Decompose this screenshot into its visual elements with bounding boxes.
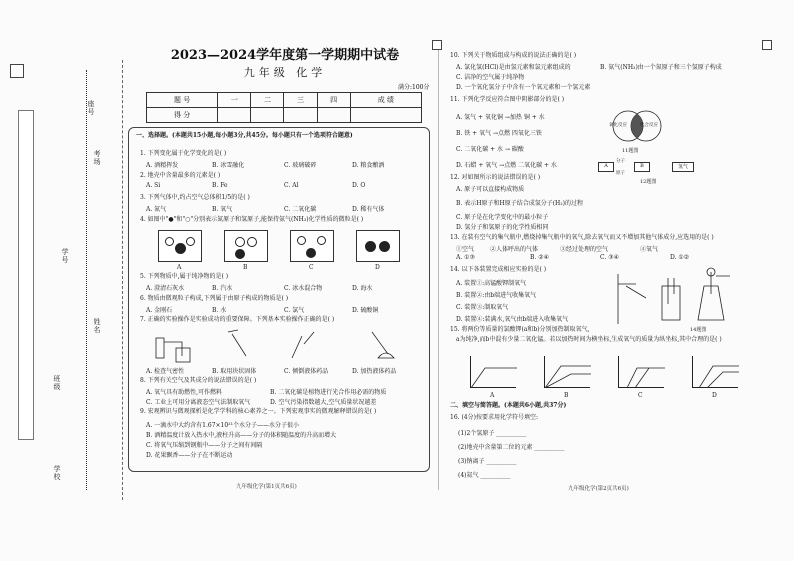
test-tube-heated bbox=[372, 332, 388, 354]
q12-option-d[interactable]: D. 氢分子和氢原子的化学性质相同 bbox=[456, 224, 549, 231]
q9-option-a[interactable]: A. 一滴水中大约含有1.67×10²¹个水分子——水分子很小 bbox=[146, 422, 299, 429]
school-label: 学校 bbox=[53, 465, 61, 481]
q12-box-b: B bbox=[634, 162, 650, 172]
q11-option-c[interactable]: C. 二氧化碳 + 水 → 碳酸 bbox=[456, 146, 524, 153]
q2-option-c[interactable]: C. Al bbox=[284, 182, 299, 189]
q3-option-a[interactable]: A. 氮气 bbox=[146, 206, 167, 213]
q15-curve-b bbox=[545, 356, 591, 388]
question-14: 14. 以下各装置完成相应实验的是( ) bbox=[450, 266, 547, 273]
score-input[interactable] bbox=[350, 108, 421, 123]
fold-line bbox=[122, 60, 123, 500]
q11-option-d[interactable]: D. 石蜡 + 氧气 →点燃 二氧化碳 + 水 bbox=[456, 162, 557, 169]
binding-margin bbox=[0, 0, 128, 561]
score-header-row bbox=[147, 93, 422, 108]
q4-option-b[interactable]: B bbox=[243, 264, 248, 271]
q13-option-c[interactable]: C. ③④ bbox=[600, 254, 619, 261]
full-score: 满分:100分 bbox=[398, 84, 430, 91]
q13-item-3: ③经过处理的空气 bbox=[560, 246, 609, 253]
q4-option-a[interactable]: A bbox=[177, 264, 182, 271]
q7-option-d[interactable]: D. 加热液体药品 bbox=[352, 368, 397, 375]
n-atom bbox=[235, 249, 245, 259]
q14-apparatus-figure bbox=[612, 264, 752, 330]
score-cell: 二 bbox=[251, 93, 284, 108]
test-tube bbox=[156, 338, 164, 358]
q15-graph-a bbox=[470, 356, 516, 388]
q16-item-4[interactable]: (4)氦气 __________ bbox=[458, 472, 511, 479]
alcohol-lamp bbox=[378, 353, 394, 358]
question-13: 13. 在装有空气的集气瓶中,燃烧掉集气瓶中的氧气,除去氧气而又不增加其他气体成分,应选用的是( ) bbox=[450, 234, 714, 241]
q12-option-b[interactable]: B. 表示H原子和H原子结合成氢分子(H₂)的过程 bbox=[456, 200, 584, 207]
corner-mark bbox=[10, 64, 24, 78]
q4-figure-d bbox=[356, 230, 400, 262]
test-tube bbox=[292, 336, 302, 358]
q6-option-a[interactable]: A. 金刚石 bbox=[146, 307, 173, 314]
q14-option-c[interactable]: C. 装置③:制取氧气 bbox=[456, 304, 509, 311]
score-value-row bbox=[147, 108, 422, 123]
venn-label-combination: 化合反应 bbox=[640, 123, 658, 128]
section2-heading: 二、填空与简答题。(本题共6小题,共37分) bbox=[450, 402, 567, 409]
q15-graph-b bbox=[544, 356, 590, 388]
q12-caption: 12题图 bbox=[640, 179, 657, 185]
score-input[interactable] bbox=[317, 108, 350, 123]
q14-option-a[interactable]: A. 装置①:高锰酸钾制氧气 bbox=[456, 280, 527, 287]
q13-option-d[interactable]: D. ①② bbox=[670, 254, 690, 261]
q3-option-d[interactable]: D. 稀有气体 bbox=[352, 206, 385, 213]
q10-option-a[interactable]: A. 氯化氢(HCl)是由氢元素和氯元素组成的 bbox=[456, 64, 571, 71]
question-4: 4. 如图中"●"和"○"分别表示氮原子和氢原子,能保持氨气(NH₃)化学性质的微粒是( ) bbox=[140, 216, 364, 223]
score-cell: 成 绩 bbox=[350, 93, 421, 108]
q9-option-c[interactable]: C. 将氧气压缩到钢瓶中——分子之间有间隔 bbox=[146, 442, 263, 449]
q3-option-c[interactable]: C. 二氧化碳 bbox=[284, 206, 317, 213]
corner-mark bbox=[762, 40, 772, 50]
gas-tubes bbox=[668, 278, 674, 304]
q10-option-c[interactable]: C. 洁净的空气属于纯净物 bbox=[456, 74, 525, 81]
q6-option-d[interactable]: D. 硫酸铜 bbox=[352, 307, 379, 314]
q12-option-c[interactable]: C. 原子是在化学变化中的最小粒子 bbox=[456, 214, 549, 221]
q4-option-d[interactable]: D bbox=[375, 264, 380, 271]
q15-option-a[interactable]: A bbox=[490, 392, 495, 399]
n-atom bbox=[365, 241, 376, 252]
q8-option-b[interactable]: B. 二氧化碳是植物进行光合作用必需的物质 bbox=[270, 389, 387, 396]
question-8: 8. 下列有关空气及其成分的说法错误的是( ) bbox=[140, 377, 257, 384]
seal-line bbox=[86, 70, 87, 490]
info-box bbox=[18, 110, 34, 440]
q7-option-c[interactable]: C. 倾倒液体药品 bbox=[284, 368, 329, 375]
reagent-bottle bbox=[304, 332, 314, 344]
question-2: 2. 地壳中含量最多的元素是( ) bbox=[140, 172, 221, 179]
score-input[interactable] bbox=[251, 108, 284, 123]
q11-caption: 11题图 bbox=[622, 148, 639, 154]
q10-option-d[interactable]: D. 一个氧化氢分子中含有一个氧元素和一个氢元素 bbox=[456, 84, 591, 91]
q12-arrow-label-atom: 原子 bbox=[616, 171, 625, 176]
h-atom bbox=[247, 237, 257, 247]
page-divider bbox=[438, 40, 439, 490]
question-12: 12. 对如图所示的说法错误的是( ) bbox=[450, 174, 541, 181]
question-10: 10. 下列关于物质组成与构成的说法正确的是( ) bbox=[450, 52, 577, 59]
q1-option-a[interactable]: A. 酒精挥发 bbox=[146, 162, 179, 169]
q15-curve-d bbox=[693, 356, 739, 388]
footer-right: 九年级化学(第2页共6页) bbox=[568, 486, 629, 492]
score-input[interactable] bbox=[284, 108, 317, 123]
h-atom bbox=[186, 237, 195, 246]
q2-option-b[interactable]: B. Fe bbox=[212, 182, 228, 189]
q15-option-b[interactable]: B bbox=[564, 392, 569, 399]
q9-option-d[interactable]: D. 花果飘香——分子在不断运动 bbox=[146, 452, 233, 459]
test-tube-tilted bbox=[232, 334, 246, 356]
score-table bbox=[146, 92, 422, 123]
q5-option-c[interactable]: C. 冰水混合物 bbox=[284, 285, 323, 292]
score-cell: 三 bbox=[284, 93, 317, 108]
q15-graph-c bbox=[618, 356, 664, 388]
q11-option-b[interactable]: B. 铁 + 氧气 →点燃 四氧化三铁 bbox=[456, 130, 542, 137]
q7-apparatus-figure bbox=[142, 326, 412, 366]
question-15: 15. 将两份等质量的氯酸钾(a和b)分别加热制取氧气, bbox=[450, 326, 590, 333]
question-16: 16. (4分)按要求用化学符号填空: bbox=[450, 414, 538, 421]
n-atom bbox=[379, 241, 390, 252]
q15-text: a为纯净,而b中混有少量二氧化锰。若以加热时间为横坐标,生成氧气的质量为纵坐标,其中合理的是( ) bbox=[456, 336, 722, 343]
q11-option-a[interactable]: A. 氢气 + 氧化铜 →加热 铜 + 水 bbox=[456, 114, 545, 121]
q14-caption: 14题图 bbox=[690, 327, 707, 333]
q16-item-3[interactable]: (3)钠离子 __________ bbox=[458, 458, 517, 465]
question-7: 7. 正确的实验操作是实验成功的重要保障。下列基本实验操作正确的是( ) bbox=[140, 316, 335, 323]
score-cell: 得 分 bbox=[147, 108, 218, 123]
score-cell: 一 bbox=[218, 93, 251, 108]
seat-label: 座号 bbox=[87, 100, 95, 116]
score-cell: 题 号 bbox=[147, 93, 218, 108]
beaker bbox=[176, 348, 190, 362]
h-atom bbox=[165, 237, 174, 246]
q1-option-b[interactable]: B. 冰雪融化 bbox=[212, 162, 245, 169]
q3-option-b[interactable]: B. 氧气 bbox=[212, 206, 233, 213]
h-atom bbox=[297, 236, 306, 245]
student-number-label: 学号 bbox=[61, 248, 69, 264]
q6-option-c[interactable]: C. 氯气 bbox=[284, 307, 305, 314]
room-label: 考场 bbox=[93, 150, 101, 166]
q9-option-b[interactable]: B. 酒精温度计放入热水中,液柱升高——分子的体积随温度的升高而增大 bbox=[146, 432, 337, 439]
corner-mark bbox=[432, 40, 442, 50]
q12-option-a[interactable]: A. 原子可以直接构成物质 bbox=[456, 186, 525, 193]
venn-label-oxidation: 氧化反应 bbox=[609, 123, 627, 128]
q4-figure-a bbox=[158, 230, 202, 262]
q1-option-c[interactable]: C. 玻璃破碎 bbox=[284, 162, 317, 169]
question-11: 11. 下列化学反应符合图中阴影部分的是( ) bbox=[450, 96, 565, 103]
q13-item-1: ①空气 bbox=[456, 246, 475, 253]
score-cell: 四 bbox=[317, 93, 350, 108]
q2-option-d[interactable]: D. O bbox=[352, 182, 366, 189]
q2-option-a[interactable]: A. Si bbox=[146, 182, 161, 189]
q15-option-d[interactable]: D bbox=[712, 392, 717, 399]
h-atom bbox=[317, 236, 326, 245]
q15-option-c[interactable]: C bbox=[638, 392, 643, 399]
q5-option-d[interactable]: D. 海水 bbox=[352, 285, 373, 292]
q13-option-b[interactable]: B. ②④ bbox=[530, 254, 549, 261]
n-atom bbox=[175, 243, 186, 254]
h-atom bbox=[235, 237, 245, 247]
question-1: 1. 下列变化属于化学变化的是( ) bbox=[140, 150, 227, 157]
q4-option-c[interactable]: C bbox=[309, 264, 314, 271]
exam-subtitle: 九年级 化学 bbox=[243, 66, 327, 79]
q13-option-a[interactable]: A. ①③ bbox=[456, 254, 475, 261]
q6-option-b[interactable]: B. 水 bbox=[212, 307, 227, 314]
q12-box-a: A bbox=[598, 162, 614, 172]
q8-option-a[interactable]: A. 氧气具有助燃性,可作燃料 bbox=[146, 389, 223, 396]
class-label: 班级 bbox=[53, 375, 61, 391]
q15-curve-c bbox=[619, 356, 665, 388]
question-5: 5. 下列物质中,属于纯净物的是( ) bbox=[140, 273, 229, 280]
q14-option-b[interactable]: B. 装置②:由b端进气收集氧气 bbox=[456, 292, 537, 299]
exam-title: 2023—2024学年度第一学期期中试卷 bbox=[170, 48, 400, 63]
q15-graph-d bbox=[692, 356, 738, 388]
q1-option-d[interactable]: D. 粮食酿酒 bbox=[352, 162, 385, 169]
q8-option-c[interactable]: C. 工业上可用分离液态空气法制取氧气 bbox=[146, 399, 251, 406]
tongs bbox=[228, 330, 238, 332]
score-input[interactable] bbox=[218, 108, 251, 123]
question-6: 6. 物质由微观粒子构成,下列属于由原子构成的物质是( ) bbox=[140, 295, 289, 302]
delivery-tube bbox=[164, 342, 182, 356]
q8-option-d[interactable]: D. 空气污染指数越大,空气质量状况越差 bbox=[270, 399, 377, 406]
question-9: 9. 宏观辨识与微观探析是化学学科的核心素养之一。下列宏观事实的微观解释错误的是( ) bbox=[140, 408, 377, 415]
q16-item-1[interactable]: (1)2个氢原子 __________ bbox=[458, 430, 527, 437]
test-tube bbox=[626, 286, 646, 298]
q7-option-a[interactable]: A. 检查气密性 bbox=[146, 368, 185, 375]
n-atom bbox=[306, 248, 316, 258]
q13-item-4: ④氧气 bbox=[640, 246, 659, 253]
q5-option-b[interactable]: B. 汽水 bbox=[212, 285, 233, 292]
q4-figure-b bbox=[224, 230, 268, 262]
q7-option-b[interactable]: B. 取用块状固体 bbox=[212, 368, 257, 375]
q5-option-a[interactable]: A. 澄清石灰水 bbox=[146, 285, 185, 292]
q13-item-2: ②人体呼出的气体 bbox=[490, 246, 539, 253]
q16-item-2[interactable]: (2)地壳中含量第二位的元素 __________ bbox=[458, 444, 565, 451]
q12-box-hydrogen: 氢气 bbox=[672, 162, 694, 172]
q4-figure-c bbox=[290, 230, 334, 262]
iron-stand bbox=[618, 274, 636, 324]
q12-arrow-label-molecule: 分子 bbox=[616, 159, 625, 164]
gas-jar bbox=[662, 286, 680, 320]
question-3: 3. 下列气体中,约占空气总体积1/5的是( ) bbox=[140, 194, 250, 201]
q14-option-d[interactable]: D. 装置④:装满水,氧气由b端进入收集氧气 bbox=[456, 316, 569, 323]
footer-left: 九年级化学(第1页共6页) bbox=[236, 484, 297, 490]
q10-option-b[interactable]: B. 氨气(NH₃)由一个氮原子和三个氢原子构成 bbox=[600, 64, 722, 71]
q15-curve-a bbox=[471, 356, 517, 388]
section1-heading: 一、选择题。(本题共15小题,每小题3分,共45分。每小题只有一个选项符合题意) bbox=[136, 132, 353, 139]
name-label: 姓名 bbox=[93, 318, 101, 334]
